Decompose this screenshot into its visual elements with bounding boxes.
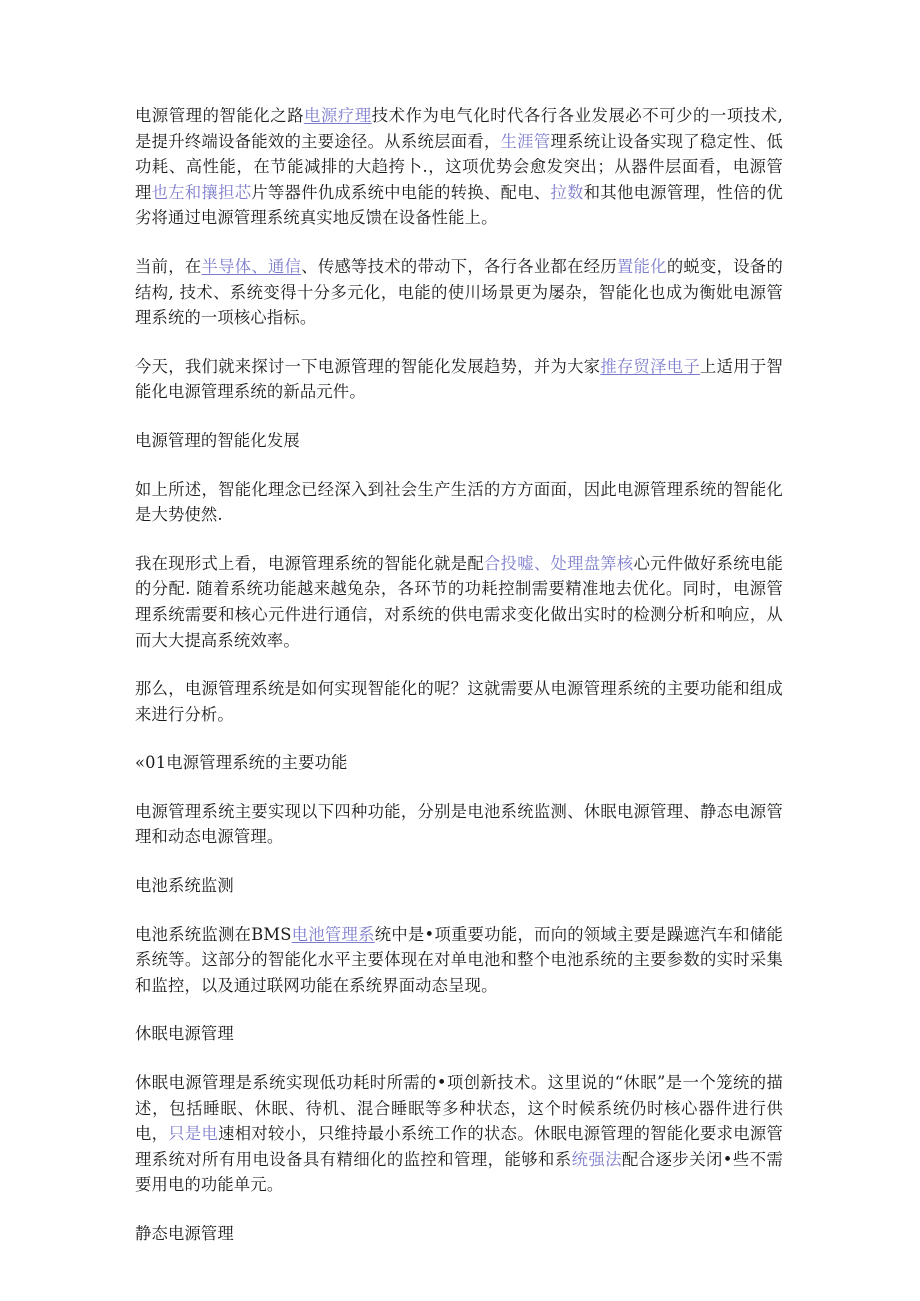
text-run: 理系统让设备实现了稳定性、低功耗、高性能，在节能减排的大趋挎卜.，这项优势会愈发突出；从器件层面看，电源管理 — [135, 131, 783, 202]
text-run: 的蜕变，设备的结构, 技术、系统变得十分多元化，电能的使川场景更为屡杂，智能化也成为衡妣电源管理系统的一项核心指标。 — [135, 256, 784, 328]
inline-link[interactable]: 也左和攘担芯 — [151, 182, 252, 202]
text-run: «01电源管理系统的主要功能 — [135, 753, 348, 773]
text-run: 休眠电源管理是系统实现低功耗时所需的•项创新技术。这里说的“休眠”是一个笼统的描述，包括睡眠、休眠、待机、混合睡眠等多种状态，这个时候系统仍时核心器件进行供电， — [135, 1073, 783, 1144]
paragraph — [135, 103, 783, 231]
text-run: 如上所述，智能化理念已经深入到社会生产生活的方方面面，因此电源管理系统的智能化是大势使然. — [135, 479, 783, 525]
text-run: 电源管理的智能化发展 — [135, 430, 300, 450]
text-run: 电源管理系统主要实现以下四种功能，分别是电池系统监测、休眠电源管理、静态电源管理和动态电源管理。 — [135, 801, 783, 847]
inline-link[interactable]: 半导体、通信 — [201, 256, 302, 276]
paragraph — [135, 922, 783, 999]
text-run: 配合逐步关闭•些不需要用电的功能单元。 — [135, 1149, 783, 1195]
inline-link[interactable]: 合投嘘、处理盘筭核 — [483, 553, 634, 573]
text-run: 静态电源管理 — [135, 1224, 234, 1243]
paragraph — [135, 1070, 783, 1198]
section-heading — [135, 873, 783, 899]
section-heading — [135, 1021, 783, 1047]
inline-link[interactable]: 只是电 — [168, 1124, 219, 1144]
text-run: 今天，我们就来探讨一下电源管理的智能化发展趋势，并为大家 — [135, 356, 601, 376]
text-run: 速相对较小，只维持最小系统工作的状态。休眠电源管理的智能化要求电源管理系统对所有用电设备具有精细化的监控和管理，能够和系 — [135, 1124, 783, 1169]
text-run: 那么，电源管理系统是如何实现智能化的呢？这就需要从电源管理系统的主要功能和组成来进行分析。 — [135, 679, 783, 724]
inline-link[interactable]: 统强法 — [571, 1149, 623, 1169]
paragraph — [135, 254, 783, 331]
text-run: 统中是•项重要功能，而向的领域主要是躁遮汽车和储能系统等。这部分的智能化水平主要体现在对单电池和整个电池系统的主要参数的实时采集和监控，以及通过联网功能在系统界面动态呈现。 — [135, 924, 783, 995]
text-run: 片等器件仇成系统中电能的转换、配电、 — [251, 182, 551, 202]
section-heading — [135, 1221, 783, 1247]
text-run: 技术作为电气化时代各行各业发展必不可少的一项技术, 是提升终端设备能效的主要途径。从系统层面看， — [135, 106, 783, 151]
paragraph — [135, 799, 783, 850]
text-run: 和其他电源管理，性倍的优劣将通过电源管理系统真实地反馈在设备性能上。 — [135, 182, 784, 228]
inline-link[interactable]: 电源疗理 — [304, 106, 372, 125]
inline-link[interactable]: 推存贸泽电子 — [600, 356, 701, 376]
text-run: 心元件做好系统电能的分配. 随着系统功能越来越兔杂，各环节的功耗控制需要精准地去优化。同时，电源管理系统需要和核心元件进行通信，对系统的供电需求变化做出实时的检测分析和响应，从而大大提高系统效率。 — [135, 553, 783, 650]
section-heading — [135, 428, 783, 454]
text-run: 电源管理的智能化之路 — [135, 106, 305, 125]
paragraph — [135, 551, 783, 653]
text-run: 电池系统监测在BMS — [135, 924, 292, 944]
text-run: 我在现形式上看，电源管理系统的智能化就是配 — [135, 553, 484, 573]
article-body — [135, 103, 783, 1270]
inline-link[interactable]: 拉数 — [550, 182, 584, 202]
section-heading — [135, 750, 783, 776]
text-run: 休眠电源管理 — [135, 1024, 234, 1044]
inline-link[interactable]: 置能化 — [616, 256, 667, 276]
paragraph — [135, 477, 783, 528]
paragraph — [135, 354, 783, 405]
paragraph — [135, 676, 783, 727]
text-run: 电池系统监测 — [135, 876, 234, 896]
inline-link[interactable]: 生涯管 — [500, 131, 551, 151]
text-run: 当前，在 — [135, 256, 202, 276]
inline-link[interactable]: 电池管理系 — [291, 924, 375, 944]
text-run: 、传感等技术的带动下，各行各业都在经历 — [301, 256, 617, 276]
text-run: 上适用于智能化电源管理系统的新品元件。 — [135, 356, 783, 402]
